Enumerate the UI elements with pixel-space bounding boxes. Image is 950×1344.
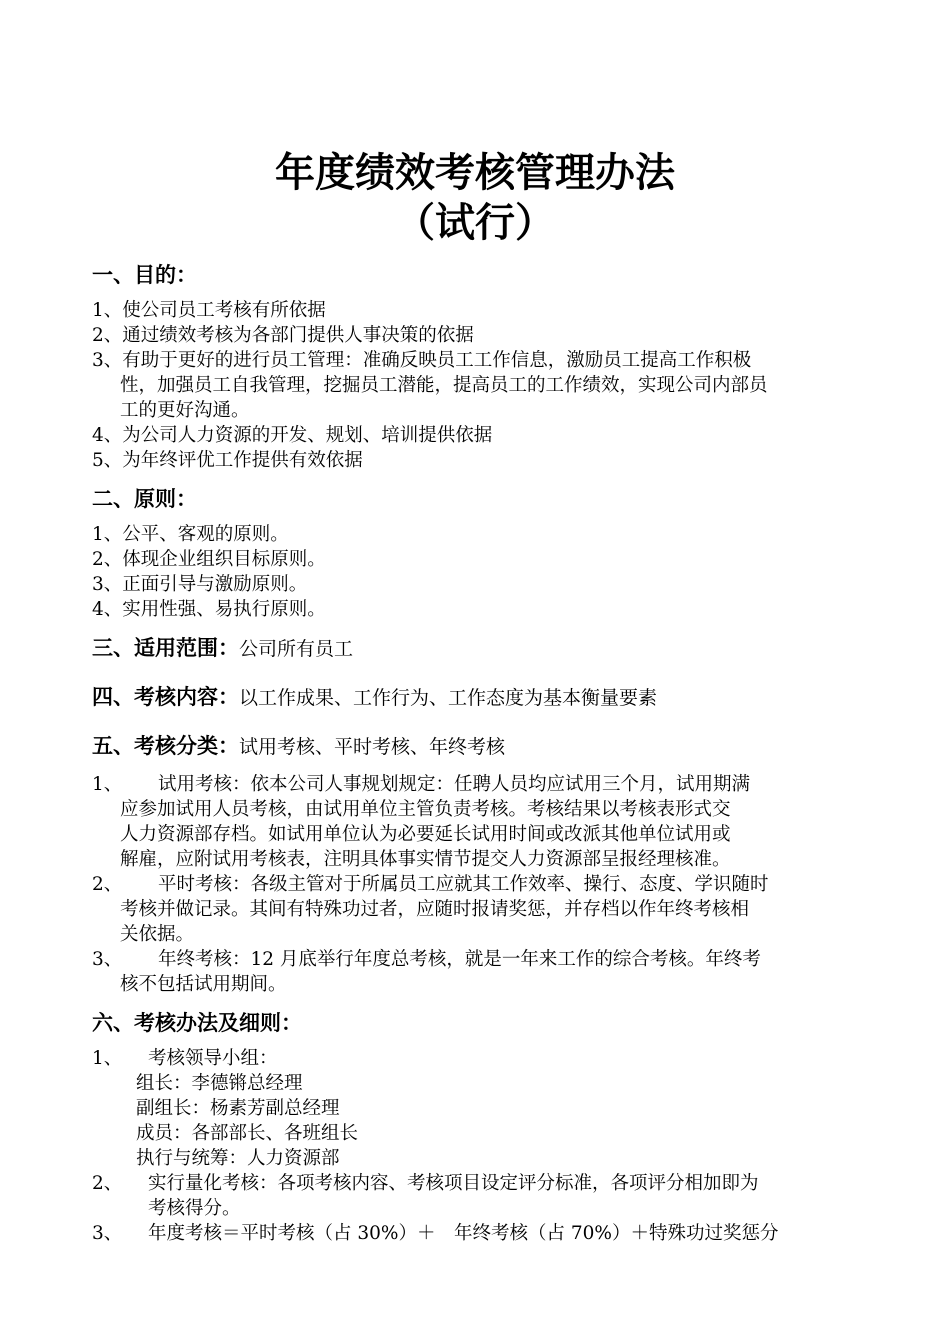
section-6-member-executor: 执行与统筹：人力资源部 — [136, 1148, 340, 1169]
section-5-item-2-line-3: 关依据。 — [120, 924, 195, 945]
section-5-item-1-index: 1、 — [92, 774, 123, 795]
section-5-item-1-line-3: 人力资源部存档。如试用单位认为必要延长试用时间或改派其他单位试用或 — [120, 824, 731, 845]
section-5-item-1 — [92, 772, 858, 797]
section-3-text: 公司所有员工 — [239, 638, 354, 660]
section-2-item-4: 4、实用性强、易执行原则。 — [92, 599, 326, 620]
section-6-member-members: 成员：各部部长、各班组长 — [136, 1123, 359, 1144]
section-5-item-3 — [92, 947, 858, 972]
document-title: 年度绩效考核管理办法 — [275, 150, 675, 196]
section-5-item-2-line-1: 平时考核：各级主管对于所属员工应就其工作效率、操行、态度、学识随时 — [158, 874, 769, 895]
section-6-item-3-text: 年度考核＝平时考核（占 30%）＋ 年终考核（占 70%）＋特殊功过奖惩分 — [148, 1223, 779, 1244]
section-1-item-5: 5、为年终评优工作提供有效依据 — [92, 450, 363, 471]
section-6-heading: 六、考核办法及细则： — [92, 1011, 302, 1035]
section-1-item-4: 4、为公司人力资源的开发、规划、培训提供依据 — [92, 425, 493, 446]
section-5-item-1-line-1: 试用考核：依本公司人事规划规定：任聘人员均应试用三个月，试用期满 — [158, 774, 751, 795]
section-6-item-3 — [92, 1221, 858, 1246]
section-5-text: 试用考核、平时考核、年终考核 — [239, 736, 506, 758]
section-2-item-3: 3、正面引导与激励原则。 — [92, 574, 308, 595]
section-5-item-3-line-1: 年终考核：12 月底举行年度总考核，就是一年来工作的综合考核。年终考 — [158, 949, 761, 970]
section-5-item-2-index: 2、 — [92, 874, 123, 895]
section-6-item-2-line-1: 实行量化考核：各项考核内容、考核项目设定评分标准，各项评分相加即为 — [148, 1173, 759, 1194]
section-6-item-2 — [92, 1171, 858, 1196]
section-4-heading: 四、考核内容： — [92, 685, 239, 709]
section-1-item-3-line-2: 性，加强员工自我管理，挖掘员工潜能，提高员工的工作绩效，实现公司内部员 — [120, 375, 768, 396]
section-2-item-2: 2、体现企业组织目标原则。 — [92, 549, 326, 570]
section-5-item-2-line-2: 考核并做记录。其间有特殊功过者，应随时报请奖惩，并存档以作年终考核相 — [120, 899, 750, 920]
section-1-item-1: 1、使公司员工考核有所依据 — [92, 300, 326, 321]
section-4-heading-row — [92, 684, 872, 711]
section-5-item-2 — [92, 872, 858, 897]
section-6-item-2-index: 2、 — [92, 1173, 123, 1194]
section-4-text: 以工作成果、工作行为、工作态度为基本衡量要素 — [239, 687, 658, 709]
section-6-item-1-index: 1、 — [92, 1048, 123, 1069]
section-1-item-2: 2、通过绩效考核为各部门提供人事决策的依据 — [92, 325, 474, 346]
section-2-heading: 二、原则： — [92, 487, 197, 511]
section-6-member-deputy: 副组长：杨素芳副总经理 — [136, 1098, 340, 1119]
section-1-heading: 一、目的： — [92, 263, 197, 287]
section-5-item-3-line-2: 核不包括试用期间。 — [120, 974, 287, 995]
section-1-item-3-line-3: 工的更好沟通。 — [120, 400, 250, 421]
document-subtitle: （试行） — [395, 200, 555, 246]
section-6-item-3-index: 3、 — [92, 1223, 123, 1244]
section-5-item-1-line-4: 解雇，应附试用考核表，注明具体事实情节提交人力资源部呈报经理核准。 — [120, 849, 731, 870]
section-5-heading-row — [92, 733, 872, 760]
section-5-item-3-index: 3、 — [92, 949, 123, 970]
section-3-heading: 三、适用范围： — [92, 636, 239, 660]
section-1-item-3: 3、有助于更好的进行员工管理：准确反映员工工作信息，激励员工提高工作积极 — [92, 350, 752, 371]
section-6-item-1 — [92, 1046, 858, 1071]
section-2-item-1: 1、公平、客观的原则。 — [92, 524, 289, 545]
section-3-heading-row — [92, 635, 872, 662]
section-6-item-2-line-2: 考核得分。 — [148, 1198, 241, 1219]
section-6-member-leader: 组长：李德锵总经理 — [136, 1073, 303, 1094]
section-5-heading: 五、考核分类： — [92, 734, 239, 758]
section-6-item-1-lead: 考核领导小组： — [148, 1048, 278, 1069]
section-5-item-1-line-2: 应参加试用人员考核，由试用单位主管负责考核。考核结果以考核表形式交 — [120, 799, 731, 820]
